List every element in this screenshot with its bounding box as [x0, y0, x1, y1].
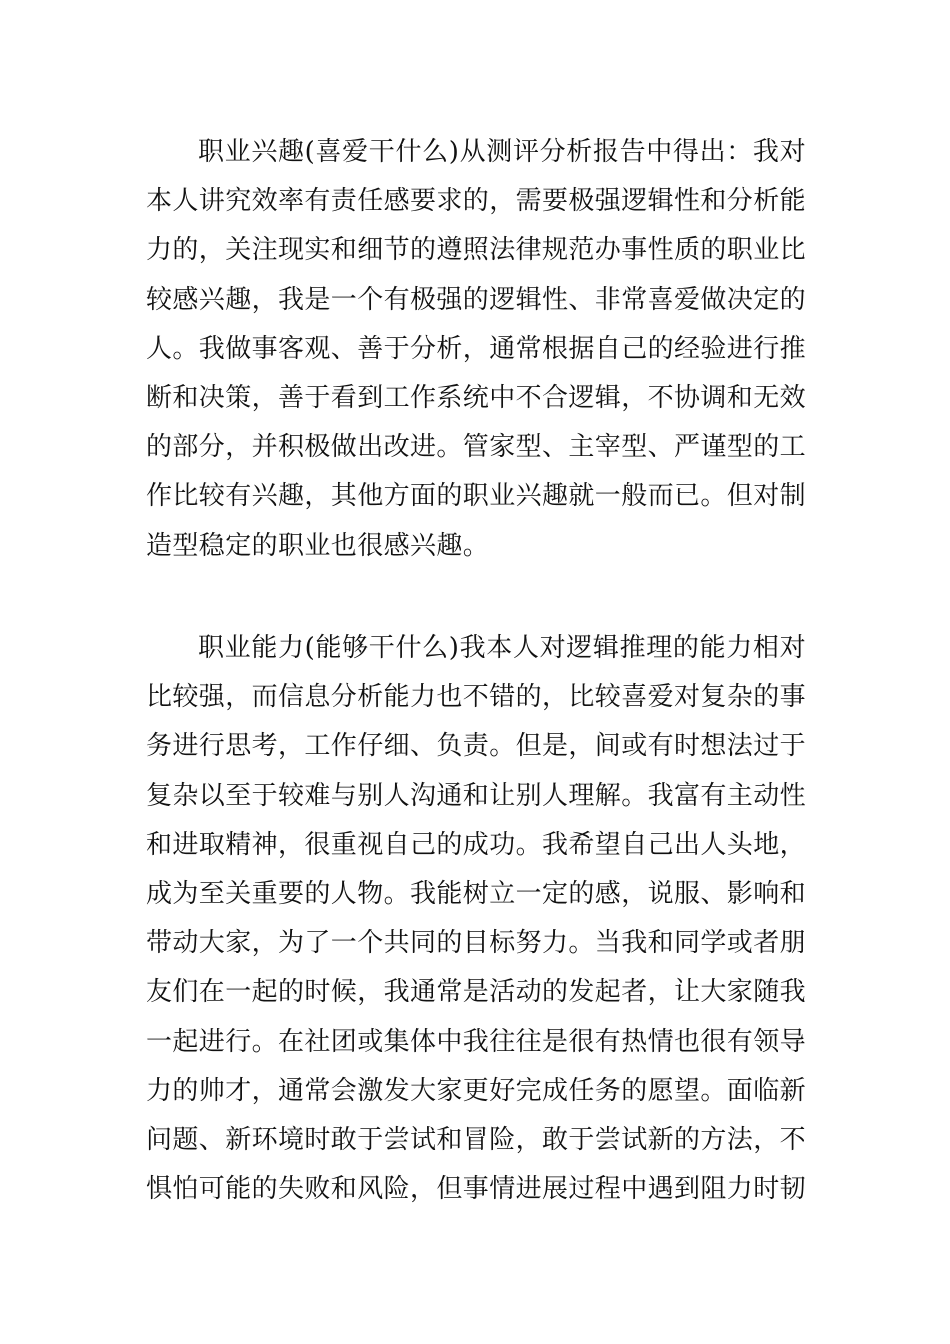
- paragraph-career-interest: 职业兴趣(喜爱干什么)从测评分析报告中得出：我对本人讲究效率有责任感要求的，需要极强逻辑性和分析能力的，关注现实和细节的遵照法律规范办事性质的职业比较感兴趣，我是一个有极强的逻辑性、非常喜爱做决定的人。我做事客观、善于分析，通常根据自己的经验进行推断和决策，善于看到工作系统中不合逻辑，不协调和无效的部分，并积极做出改进。管家型、主宰型、严谨型的工作比较有兴趣，其他方面的职业兴趣就一般而已。但对制造型稳定的职业也很感兴趣。: [146, 137, 807, 561]
- paragraph-career-ability: 职业能力(能够干什么)我本人对逻辑推理的能力相对比较强，而信息分析能力也不错的，比较喜爱对复杂的事务进行思考，工作仔细、负责。但是，间或有时想法过于复杂以至于较难与别人沟通和让别人理解。我富有主动性和进取精神，很重视自己的成功。我希望自己出人头地，成为至关重要的人物。我能树立一定的感，说服、影响和带动大家，为了一个共同的目标努力。当我和同学或者朋友们在一起的时候，我通常是活动的发起者，让大家随我一起进行。在社团或集体中我往往是很有热情也很有领导力的帅才，通常会激发大家更好完成任务的愿望。面临新问题、新环境时敢于尝试和冒险，敢于尝试新的方法，不惧怕可能的失败和风险，但事情进展过程中遇到阻力时韧: [146, 633, 807, 1205]
